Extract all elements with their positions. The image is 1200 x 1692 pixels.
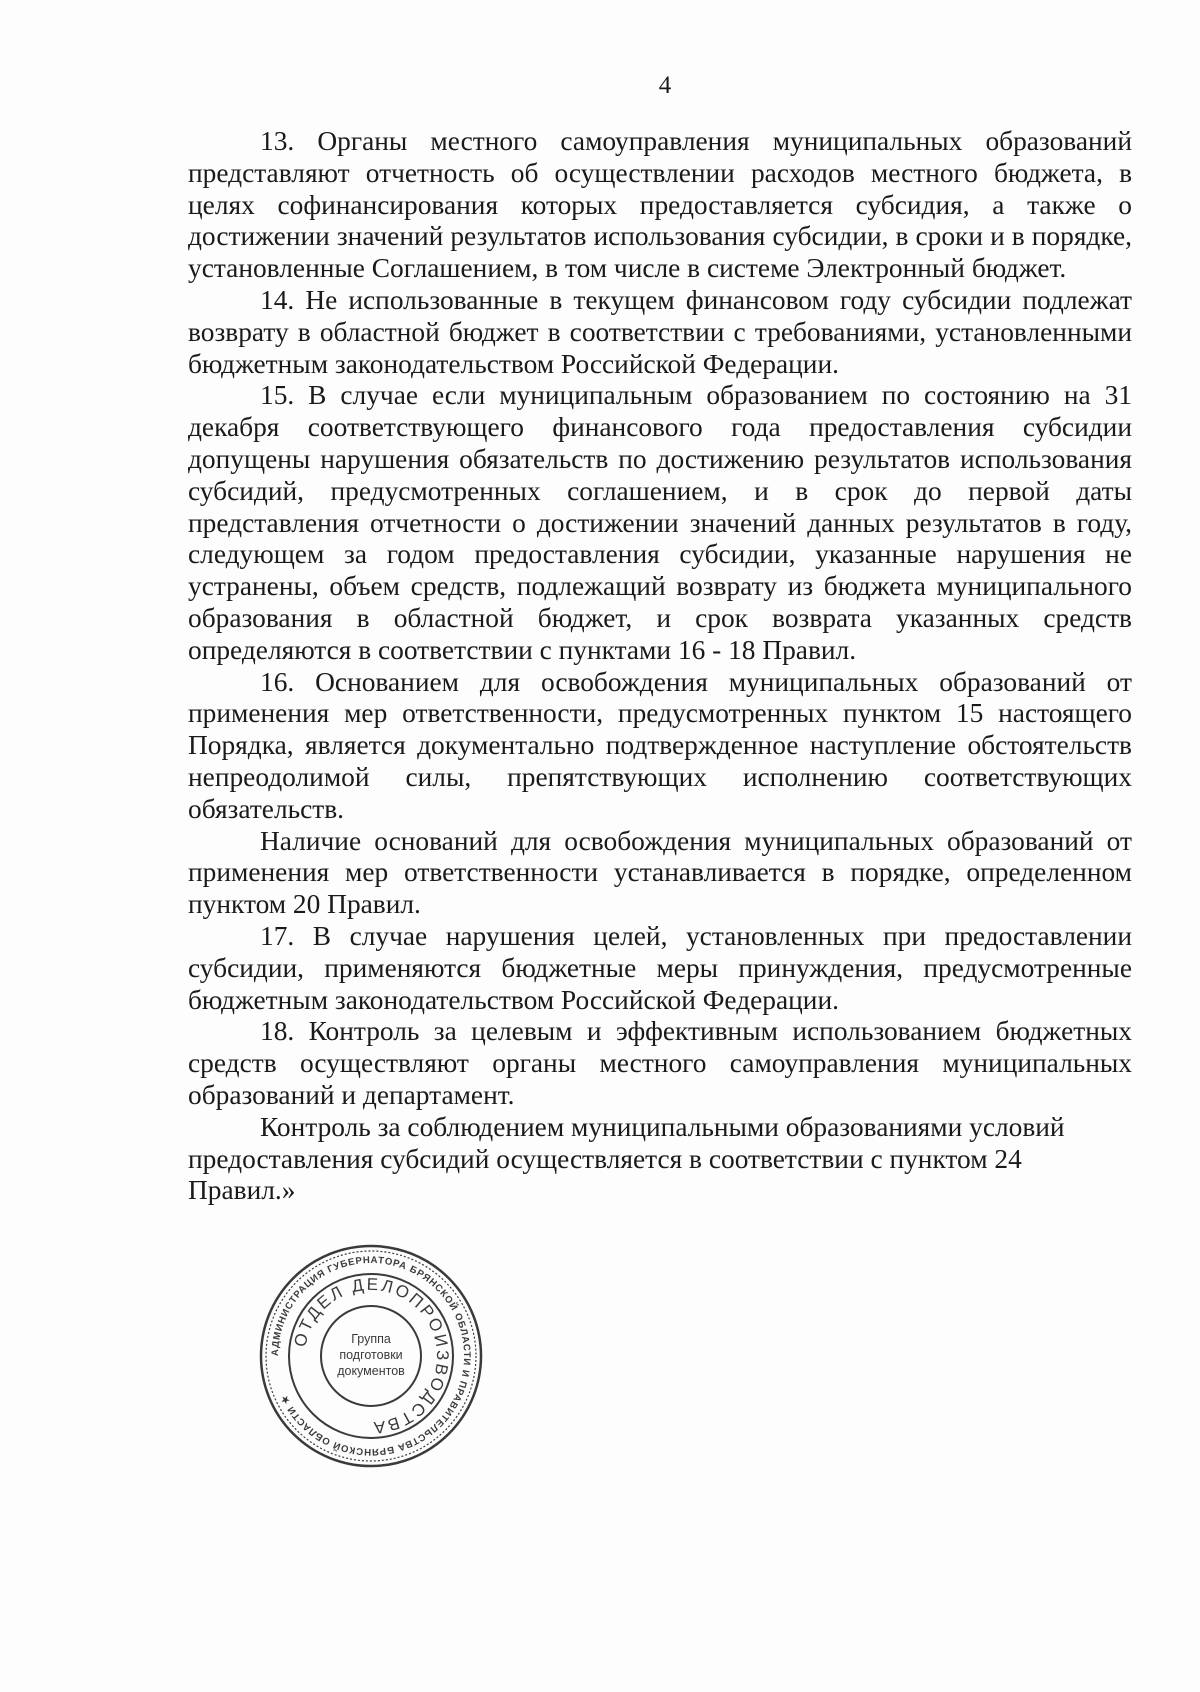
- seal-center-line-2: подготовки: [339, 1348, 403, 1362]
- seal-graphic: [258, 1243, 484, 1469]
- paragraph-14: 14. Не использованные в текущем финансовом году субсидии подлежат возврату в областной бюджет в соответствии с требованиями, установленными бюджетным законодательством Российской Федерации.: [188, 284, 1132, 379]
- office-seal-stamp: [258, 1243, 484, 1469]
- document-body: [188, 126, 1132, 1207]
- paragraph-18: 18. Контроль за целевым и эффективным использованием бюджетных средств осуществляют органы местного самоуправления муниципальных образований и департамент.: [188, 1016, 1132, 1110]
- paragraph-17: 17. В случае нарушения целей, установленных при предоставлении субсидии, применяются бюджетные меры принуждения, предусмотренные бюджетным законодательством Российской Федерации.: [188, 920, 1132, 1015]
- paragraph-16-continued: Наличие оснований для освобождения муниципальных образований от применения мер ответственности устанавливается в порядке, определенном пунктом 20 Правил.: [188, 825, 1132, 920]
- paragraph-13: 13. Органы местного самоуправления муниципальных образований представляют отчетность об осуществлении расходов местного бюджета, в целях софинансирования которых предоставляется субсидия, а также о достижении значений результатов использования субсидии, в сроки и в порядке, установленные Соглашением, в том числе в системе Электронный бюджет.: [188, 126, 1132, 284]
- paragraph-16: 16. Основанием для освобождения муниципальных образований от применения мер ответственности, предусмотренных пунктом 15 настоящего Порядка, является документально подтвержденное наступление обстоятельств непреодолимой силы, препятствующих исполнению соответствующих обязательств.: [188, 666, 1132, 824]
- page-number: 4: [658, 72, 672, 99]
- seal-center-line-1: Группа: [351, 1332, 391, 1346]
- seal-outer-ring-text: АДМИНИСТРАЦИЯ ГУБЕРНАТОРА БРЯНСКОЙ ОБЛАСТИ И ПРАВИТЕЛЬСТВА БРЯНСКОЙ ОБЛАСТИ ★: [269, 1254, 473, 1458]
- seal-inner-ring-text: ОТДЕЛ ДЕЛОПРОИЗВОДСТВА: [290, 1274, 453, 1438]
- seal-center-line-3: документов: [337, 1364, 405, 1378]
- paragraph-18-continued: Контроль за соблюдением муниципальными образованиями условий предоставления субсидий осуществляется в соответствии с пунктом 24 Правил.»: [188, 1111, 1065, 1206]
- paragraph-15: 15. В случае если муниципальным образованием по состоянию на 31 декабря соответствующего финансового года предоставления субсидии допущены нарушения обязательств по достижению результатов использования субсидий, предусмотренных соглашением, и в срок до первой даты представления отчетности о достижении значений данных результатов в году, следующем за годом предоставления субсидии, указанные нарушения не устранены, объем средств, подлежащий возврату из бюджета муниципального образования в областной бюджет, и срок возврата указанных средств определяются в соответствии с пунктами 16 - 18 Правил.: [188, 380, 1132, 665]
